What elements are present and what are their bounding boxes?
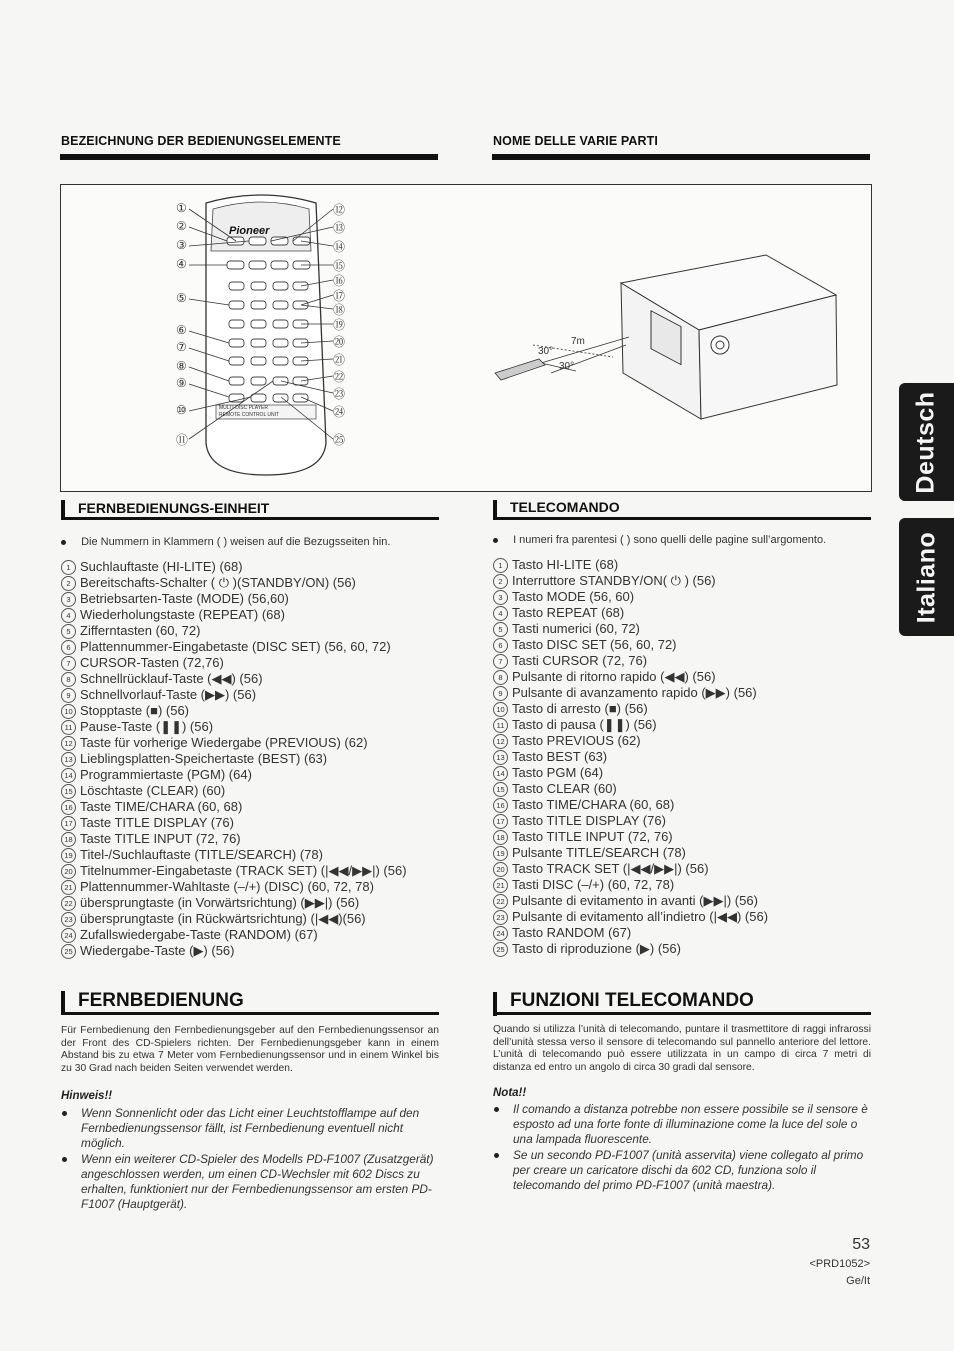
- tab-italiano[interactable]: [899, 518, 954, 636]
- item-text: Tasti CURSOR (72, 76): [512, 653, 648, 668]
- part-item: [493, 845, 768, 861]
- item-number: 12: [61, 736, 76, 751]
- part-item: [61, 623, 407, 639]
- item-number: 7: [61, 656, 76, 671]
- bullet-icon: [494, 1107, 499, 1112]
- item-number: 22: [61, 896, 76, 911]
- part-item: [493, 941, 768, 957]
- callout-1: ①: [176, 201, 187, 215]
- part-item: [493, 685, 768, 701]
- tab-italiano-label: Italiano: [912, 531, 941, 623]
- callout-17: ⑰: [333, 289, 346, 303]
- german-parts-list: [61, 559, 407, 959]
- italian-note-title: Nota!!: [493, 1087, 527, 1099]
- item-number: 1: [493, 558, 508, 573]
- item-text: Tasto TRACK SET (|◀◀/▶▶|) (56): [512, 861, 709, 876]
- part-item: [493, 717, 768, 733]
- part-item: [493, 701, 768, 717]
- german-note-title: Hinweis!!: [61, 1090, 113, 1102]
- callout-22: ㉒: [333, 370, 346, 384]
- part-item: [493, 637, 768, 653]
- item-number: 10: [493, 702, 508, 717]
- doc-code: <PRD1052>: [809, 1258, 870, 1270]
- item-number: 14: [493, 766, 508, 781]
- item-text: Suchlauftaste (HI-LITE) (68): [80, 559, 243, 574]
- item-number: 21: [61, 880, 76, 895]
- italian-note-1: Il comando a distanza potrebbe non essere possibile se il sensore è esposto ad una forte fonte di illuminazione come la luce del sole o una lampada fluorescente.: [493, 1102, 871, 1148]
- tab-deutsch-label: Deutsch: [912, 390, 941, 494]
- item-text: Taste TITLE DISPLAY (76): [80, 815, 234, 830]
- item-number: 8: [493, 670, 508, 685]
- item-number: 18: [61, 832, 76, 847]
- item-text: Tasto MODE (56, 60): [512, 589, 635, 604]
- item-number: 24: [61, 928, 76, 943]
- item-text: Taste TITLE INPUT (72, 76): [80, 831, 241, 846]
- part-item: [61, 607, 407, 623]
- italian-note-2: Se un secondo PD-F1007 (unità asservita) viene collegato al primo per creare un caricatore dischi da 602 CD, funziona solo il telecomando del primo PD-F1007 (unità maestra).: [493, 1148, 871, 1194]
- callout-13: ⑬: [333, 221, 346, 235]
- tab-deutsch[interactable]: [899, 383, 954, 501]
- item-text: übersprungtaste (in Vorwärtsrichtung) (▶▶|) (56): [80, 895, 360, 910]
- item-number: 23: [493, 910, 508, 925]
- part-item: [493, 781, 768, 797]
- angle-left-label: 30°: [538, 346, 554, 357]
- part-item: [61, 815, 407, 831]
- bullet-icon: [61, 540, 66, 545]
- part-item: [61, 879, 407, 895]
- part-item: [61, 671, 407, 687]
- lang-code: Ge/It: [846, 1275, 870, 1287]
- item-number: 3: [493, 590, 508, 605]
- item-number: 24: [493, 926, 508, 941]
- item-number: 14: [61, 768, 76, 783]
- part-item: [61, 751, 407, 767]
- header-left-rule: [60, 154, 438, 160]
- italian-section-rule: [493, 517, 871, 520]
- part-item: [493, 557, 768, 573]
- item-number: 11: [61, 720, 76, 735]
- italian-notes: [493, 1102, 871, 1193]
- item-text: CURSOR-Tasten (72,76): [80, 655, 224, 670]
- callout-12: ⑫: [333, 203, 346, 217]
- part-item: [493, 861, 768, 877]
- item-text: Tasto HI-LITE (68): [512, 557, 619, 572]
- part-item: [493, 797, 768, 813]
- item-text: Tasto BEST (63): [512, 749, 608, 764]
- item-text: übersprungtaste (in Rückwärtsrichtung) (|◀◀)(56): [80, 911, 366, 926]
- item-number: 6: [61, 640, 76, 655]
- item-number: 5: [493, 622, 508, 637]
- part-item: [493, 909, 768, 925]
- item-number: 23: [61, 912, 76, 927]
- item-text: Tasti DISC (–/+) (60, 72, 78): [512, 877, 675, 892]
- item-text: Tasto TITLE INPUT (72, 76): [512, 829, 673, 844]
- item-number: 5: [61, 624, 76, 639]
- item-text: Plattennummer-Eingabetaste (DISC SET) (56, 60, 72): [80, 639, 391, 654]
- header-left-title: BEZEICHNUNG DER BEDIENUNGSELEMENTE: [61, 134, 341, 148]
- item-text: Zufallswiedergabe-Taste (RANDOM) (67): [80, 927, 318, 942]
- item-number: 3: [61, 592, 76, 607]
- part-item: [493, 893, 768, 909]
- callout-15: ⑮: [333, 259, 346, 273]
- callout-11: ⑪: [176, 433, 189, 447]
- item-number: 19: [493, 846, 508, 861]
- callout-24: ㉔: [333, 405, 346, 419]
- callout-23: ㉓: [333, 387, 346, 401]
- item-text: Taste TIME/CHARA (60, 68): [80, 799, 243, 814]
- item-text: Pulsante di avanzamento rapido (▶▶) (56): [512, 685, 757, 700]
- item-text: Schnellrücklauf-Taste (◀◀) (56): [80, 671, 263, 686]
- german-notes: [61, 1106, 439, 1212]
- item-text: Tasto DISC SET (56, 60, 72): [512, 637, 677, 652]
- item-text: Programmiertaste (PGM) (64): [80, 767, 252, 782]
- item-number: 2: [61, 576, 76, 591]
- part-item: [61, 847, 407, 863]
- part-item: [493, 589, 768, 605]
- part-item: [61, 943, 407, 959]
- part-item: [493, 813, 768, 829]
- callout-6: ⑥: [176, 323, 187, 337]
- item-number: 6: [493, 638, 508, 653]
- german-section2-title: FERNBEDIENUNG: [78, 990, 244, 1011]
- item-text: Pulsante TITLE/SEARCH (78): [512, 845, 686, 860]
- part-item: [61, 703, 407, 719]
- italian-section-title: TELECOMANDO: [510, 499, 620, 515]
- header-right-title: NOME DELLE VARIE PARTI: [493, 134, 658, 148]
- item-text: Zifferntasten (60, 72): [80, 623, 201, 638]
- item-number: 13: [61, 752, 76, 767]
- callout-20: ⑳: [333, 335, 346, 349]
- part-item: [61, 687, 407, 703]
- item-text: Pulsante di evitamento in avanti (▶▶|) (56): [512, 893, 758, 908]
- part-item: [493, 733, 768, 749]
- item-text: Wiederholungstaste (REPEAT) (68): [80, 607, 285, 622]
- part-item: [61, 719, 407, 735]
- callout-7: ⑦: [176, 340, 187, 354]
- item-number: 16: [61, 800, 76, 815]
- german-note-1: Wenn Sonnenlicht oder das Licht einer Leuchtstofflampe auf den Fernbedienungssensor fällt, ist Fernbedienung eventuell nicht möglich.: [61, 1106, 439, 1152]
- item-text: Tasto CLEAR (60): [512, 781, 617, 796]
- bullet-icon: [494, 1153, 499, 1158]
- part-item: [61, 655, 407, 671]
- bullet-icon: [62, 1157, 67, 1162]
- italian-paragraph: Quando si utilizza l’unità di telecomando, puntare il trasmettitore di raggi infrarossi dell’unità stessa verso il sensore di telecomando sul pannello anteriore del lettore. L’unità di telecomando può essere utilizzata in un campo di circa 7 metri di distanza ed entro un angolo di circa 30 gradi dal sensore.: [493, 1024, 871, 1073]
- bullet-icon: [493, 538, 498, 543]
- item-text: Tasto di riproduzione (▶) (56): [512, 941, 681, 956]
- german-section2-rule: [61, 1012, 439, 1015]
- item-text: Taste für vorherige Wiedergabe (PREVIOUS) (62): [80, 735, 368, 750]
- item-number: 2: [493, 574, 508, 589]
- item-number: 19: [61, 848, 76, 863]
- item-number: 4: [493, 606, 508, 621]
- callout-9: ⑨: [176, 376, 187, 390]
- item-text: Tasto di pausa (❚❚) (56): [512, 717, 657, 732]
- bullet-icon: [62, 1111, 67, 1116]
- item-text: Wiedergabe-Taste (▶) (56): [80, 943, 235, 958]
- part-item: [61, 639, 407, 655]
- item-text: Tasto PREVIOUS (62): [512, 733, 641, 748]
- part-item: [493, 749, 768, 765]
- callout-14: ⑭: [333, 240, 346, 254]
- item-number: 10: [61, 704, 76, 719]
- item-number: 22: [493, 894, 508, 909]
- german-intro-text: Die Nummern in Klammern ( ) weisen auf die Bezugsseiten hin.: [81, 536, 391, 548]
- italian-section2-title: FUNZIONI TELECOMANDO: [510, 990, 754, 1011]
- item-number: 17: [61, 816, 76, 831]
- item-number: 7: [493, 654, 508, 669]
- callout-18: ⑱: [333, 303, 346, 317]
- item-number: 17: [493, 814, 508, 829]
- item-number: 15: [493, 782, 508, 797]
- item-number: 20: [493, 862, 508, 877]
- item-number: 15: [61, 784, 76, 799]
- part-item: [61, 927, 407, 943]
- remote-label-1: MULTI-DISC PLAYER: [219, 405, 268, 411]
- german-section-rule: [61, 517, 439, 520]
- distance-label: 7m: [571, 336, 585, 347]
- part-item: [61, 783, 407, 799]
- item-number: 20: [61, 864, 76, 879]
- item-text: Löschtaste (CLEAR) (60): [80, 783, 226, 798]
- item-text: Pulsante di evitamento all’indietro (|◀◀) (56): [512, 909, 769, 924]
- item-text: Tasto RANDOM (67): [512, 925, 632, 940]
- italian-section2-rule: [493, 1012, 871, 1015]
- part-item: [493, 765, 768, 781]
- item-text: Tasto TIME/CHARA (60, 68): [512, 797, 675, 812]
- part-item: [61, 559, 407, 575]
- item-text: Tasto PGM (64): [512, 765, 604, 780]
- item-text: Plattennummer-Wahltaste (–/+) (DISC) (60, 72, 78): [80, 879, 374, 894]
- item-text: Lieblingsplatten-Speichertaste (BEST) (63): [80, 751, 328, 766]
- italian-intro: [493, 534, 826, 546]
- callout-2: ②: [176, 219, 187, 233]
- callout-25: ㉕: [333, 433, 346, 447]
- part-item: [61, 863, 407, 879]
- part-item: [61, 735, 407, 751]
- item-number: 12: [493, 734, 508, 749]
- item-text: Bereitschafts-Schalter ( ⏻ )(STANDBY/ON) (56): [80, 575, 356, 590]
- part-item: [61, 591, 407, 607]
- item-text: Tasto di arresto (■) (56): [512, 701, 648, 716]
- part-item: [493, 669, 768, 685]
- item-number: 16: [493, 798, 508, 813]
- header-right-rule: [492, 154, 870, 160]
- callout-5: ⑤: [176, 291, 187, 305]
- part-item: [493, 925, 768, 941]
- cd-player-illustration: [621, 255, 837, 419]
- item-number: 4: [61, 608, 76, 623]
- item-text: Interruttore STANDBY/ON( ⏻ ) (56): [512, 573, 716, 588]
- callout-4: ④: [176, 257, 187, 271]
- item-number: 21: [493, 878, 508, 893]
- callout-3: ③: [176, 238, 187, 252]
- part-item: [61, 831, 407, 847]
- item-number: 25: [61, 944, 76, 959]
- item-number: 9: [493, 686, 508, 701]
- item-number: 8: [61, 672, 76, 687]
- angle-right-label: 30°: [559, 361, 575, 372]
- italian-parts-list: [493, 557, 768, 957]
- german-paragraph: Für Fernbedienung den Fernbedienungsgeber auf den Fernbedienungssensor an der Front des CD-Spielers richten. Der Fernbedienungsgeber kann in einem Abstand bis zu etwa 7 Meter vom Fernbedienungssensor und in einem Winkel bis zu 30 Grad nach beiden Seiten verwendet werden.: [61, 1025, 439, 1074]
- item-number: 25: [493, 942, 508, 957]
- part-item: [493, 573, 768, 589]
- callout-21: ㉑: [333, 353, 346, 367]
- part-item: [61, 799, 407, 815]
- callout-10: ⑩: [176, 403, 187, 417]
- callout-8: ⑧: [176, 359, 187, 373]
- part-item: [493, 829, 768, 845]
- german-note-2: Wenn ein weiterer CD-Spieler des Modells PD-F1007 (Zusatzgerät) angeschlossen werden, um einen CD-Wechsler mit 602 Discs zu erhalten, funktioniert nur der Fernbedienungssensor am ersten PD-F1007 (Hauptgerät).: [61, 1152, 439, 1213]
- item-number: 13: [493, 750, 508, 765]
- german-section-title: FERNBEDIENUNGS-EINHEIT: [78, 500, 270, 516]
- small-remote-icon: [495, 359, 545, 380]
- item-text: Titelnummer-Eingabetaste (TRACK SET) (|◀◀/▶▶|) (56): [80, 863, 407, 878]
- italian-intro-text: I numeri fra parentesi ( ) sono quelli delle pagine sull’argomento.: [513, 534, 827, 546]
- part-item: [493, 877, 768, 893]
- item-text: Schnellvorlauf-Taste (▶▶) (56): [80, 687, 257, 702]
- remote-label-2: REMOTE CONTROL UNIT: [219, 412, 280, 418]
- item-text: Tasto REPEAT (68): [512, 605, 625, 620]
- callout-19: ⑲: [333, 318, 346, 332]
- item-text: Tasto TITLE DISPLAY (76): [512, 813, 666, 828]
- german-intro: [61, 536, 390, 548]
- item-number: 9: [61, 688, 76, 703]
- item-text: Tasti numerici (60, 72): [512, 621, 640, 636]
- callout-16: ⑯: [333, 274, 346, 288]
- item-text: Stopptaste (■) (56): [80, 703, 190, 718]
- part-item: [493, 653, 768, 669]
- page-number: 53: [852, 1236, 870, 1253]
- part-item: [61, 895, 407, 911]
- part-item: [493, 621, 768, 637]
- item-number: 1: [61, 560, 76, 575]
- part-item: [61, 911, 407, 927]
- remote-logo: Pioneer: [229, 225, 270, 237]
- part-item: [61, 767, 407, 783]
- item-text: Pulsante di ritorno rapido (◀◀) (56): [512, 669, 716, 684]
- item-text: Betriebsarten-Taste (MODE) (56,60): [80, 591, 289, 606]
- illustration-frame: [60, 184, 872, 492]
- item-text: Titel-/Suchlauftaste (TITLE/SEARCH) (78): [80, 847, 323, 862]
- part-item: [493, 605, 768, 621]
- item-number: 18: [493, 830, 508, 845]
- item-text: Pause-Taste (❚❚) (56): [80, 719, 214, 734]
- part-item: [61, 575, 407, 591]
- item-number: 11: [493, 718, 508, 733]
